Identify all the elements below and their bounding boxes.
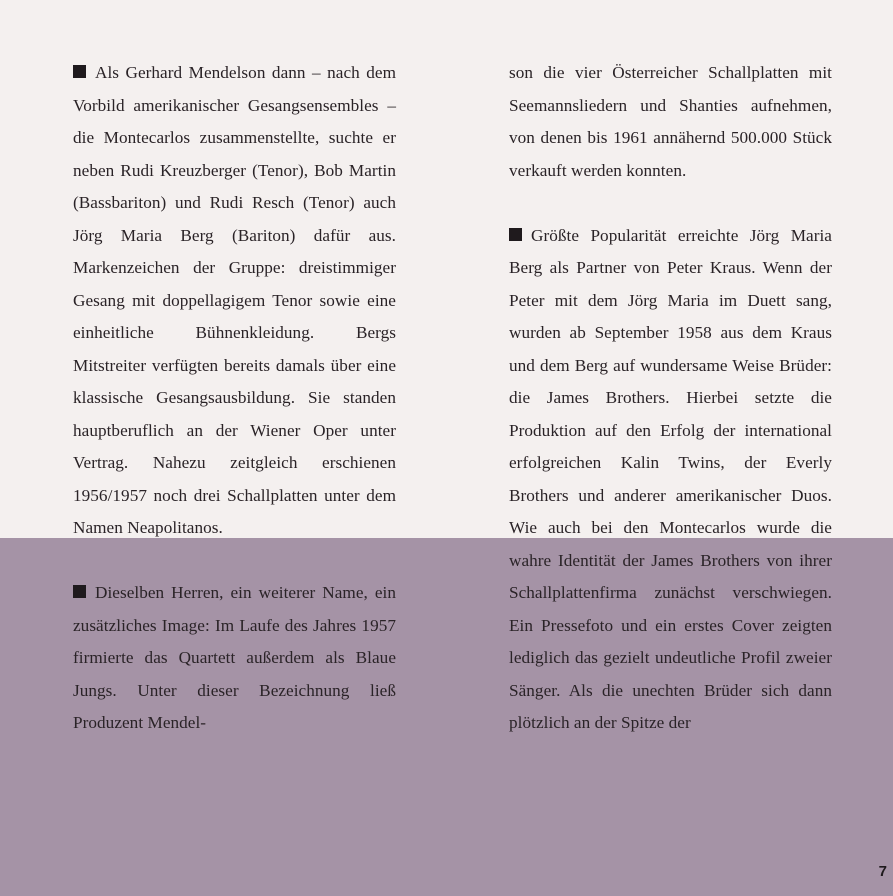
square-bullet-icon xyxy=(73,585,86,598)
paragraph-james-brothers xyxy=(509,220,832,740)
square-bullet-icon xyxy=(509,228,522,241)
left-text-column xyxy=(73,57,396,740)
right-text-column xyxy=(509,57,832,740)
page-number: 7 xyxy=(878,863,887,880)
paragraph-montecarlos xyxy=(73,57,396,545)
paragraph-text: Dieselben Herren, ein weiterer Name, ein zusätzliches Image: Im Laufe des Jahres 1957 firmierte das Quartett außerdem als Blaue Jungs. Unter dieser Bezeichnung ließ Produzent Mendel- xyxy=(73,583,396,732)
paragraph-text: Als Gerhard Mendelson dann – nach dem Vorbild amerikanischer Gesangsensembles – die Montecarlos zusammenstellte, suchte er neben Rudi Kreuzberger (Tenor), Bob Martin (Bassbariton) und Rudi Resch (Tenor) auch Jörg Maria Berg (Bariton) dafür aus. Markenzeichen der Gruppe: dreistimmiger Gesang mit doppellagigem Tenor sowie eine einheitliche Bühnenkleidung. Bergs Mitstreiter verfügten bereits damals über eine klassische Gesangsausbildung. Sie standen hauptberuflich an der Wiener Oper unter Vertrag. Nahezu zeitgleich erschienen 1956/1957 noch drei Schallplatten unter dem Namen Neapolitanos. xyxy=(73,63,396,537)
paragraph-blaue-jungs xyxy=(73,577,396,740)
paragraph-text: Größte Popularität erreichte Jörg Maria Berg als Partner von Peter Kraus. Wenn der Peter mit dem Jörg Maria im Duett sang, wurden ab September 1958 aus dem Kraus und dem Berg auf wundersame Weise Brüder: die James Brothers. Hierbei setzte die Produktion auf den Erfolg der international erfolgreichen Kalin Twins, der Everly Brothers und anderer amerikanischer Duos. Wie auch bei den Montecarlos wurde die wahre Identität der James Brothers von ihrer Schallplattenfirma zunächst verschwiegen. Ein Pressefoto und ein erstes Cover zeigten lediglich das gezielt undeutliche Profil zweier Sänger. Als die unechten Brüder sich dann plötzlich an der Spitze der xyxy=(509,225,832,732)
paragraph-continuation xyxy=(509,57,832,187)
paragraph-text: son die vier Österreicher Schallplatten mit Seemannsliedern und Shanties aufnehmen, von denen bis 1961 annähernd 500.000 Stück verkauft werden konnten. xyxy=(509,63,832,180)
square-bullet-icon xyxy=(73,65,86,78)
